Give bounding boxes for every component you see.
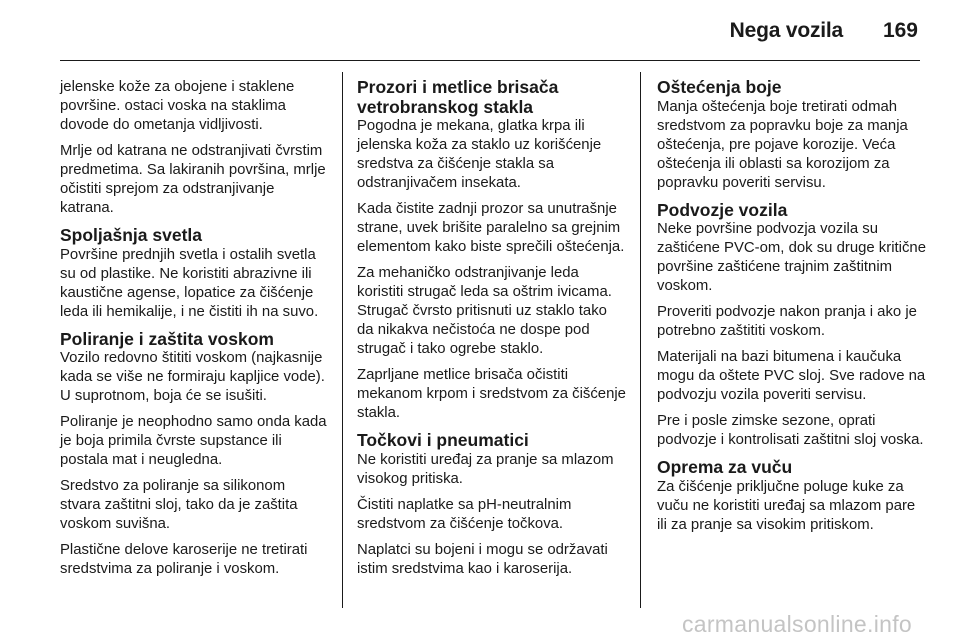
heading-paint-damage: Oštećenja boje [657,77,782,97]
paragraph: Kada čistite zadnji prozor sa unutrašnje strane, uvek brišite paralelno sa grejnim elementom kako biste sprečili oštećenja. [357,201,625,255]
page-header [0,0,960,62]
column-3 [657,78,927,542]
paragraph: Za čišćenje priključne poluge kuke za vuču ne koristiti uređaj sa mlazom pare ili za pranje sa visokim pritiskom. [657,478,916,533]
paragraph: Mrlje od katrana ne odstranjivati čvrstim predmetima. Sa lakiranih površina, mrlje očistiti sprejom za odstranjivanje katrana. [60,143,326,216]
paragraph: Plastične delove karoserije ne tretirati sredstvima za poliranje i voskom. [60,542,308,577]
paragraph: Poliranje je neophodno samo onda kada je boja primila čvrste supstance ili postala mat i neugledna. [60,414,327,468]
watermark: carmanualsonline.info [681,611,912,637]
heading-windows-wipers: Prozori i metlice brisača vetrobranskog stakla [357,77,559,117]
paragraph: Pre i posle zimske sezone, oprati podvozje i kontrolisati zaštitni sloj voska. [657,413,924,448]
paragraph: Vozilo redovno štititi voskom (najkasnije kada se više ne formiraju kapljice vode). U suprotnom, boja će se isušiti. [60,350,325,404]
paragraph: Naplatci su bojeni i mogu se održavati istim sredstvima kao i karoserija. [357,541,608,577]
paragraph: Pogodna je mekana, glatka krpa ili jelenska koža za staklo uz korišćenje sredstva za čišćenje stakla sa odstranjivačem insekata. [357,118,602,191]
paragraph: Čistiti naplatke sa pH-neutralnim sredstvom za čišćenje točkova. [357,496,572,532]
section-title: Nega vozila [729,19,843,42]
paragraph: Neke površine podvozja vozila su zaštićene PVC-om, dok su druge kritične površine zaštićene trajnim zaštitnim voskom. [657,221,926,294]
column-divider [640,72,641,608]
column-1 [60,78,328,586]
paragraph: Zaprljane metlice brisača očistiti mekanom krpom i sredstvom za čišćenje stakla. [357,367,626,421]
heading-polishing-waxing: Poliranje i zaštita voskom [60,328,274,349]
paragraph: Za mehaničko odstranjivanje leda koristiti strugač leda sa oštrim ivicama. Strugač čvrsto pritisnuti uz staklo tako da nikakva nečistoća ne dospe pod strugač i tako ogrebe staklo. [357,265,612,357]
heading-exterior-lights: Spoljašnja svetla [60,225,203,245]
heading-towing-equipment: Oprema za vuču [657,457,793,477]
paragraph: Površine prednjih svetla i ostalih svetla su od plastike. Ne koristiti abrazivne ili kaustične agense, lopatice za čišćenje leda ili hemikalije, i ne čistiti ih na suvo. [60,246,319,320]
page-number: 169 [882,19,918,42]
heading-wheels-tyres: Točkovi i pneumatici [357,430,529,450]
paragraph: Proveriti podvozje nakon pranja i ako je potrebno zaštititi voskom. [657,304,917,339]
paragraph: jelenske kože za obojene i staklene površine. ostaci voska na staklima dovode do ometanja vidljivosti. [60,79,295,133]
header-divider [60,60,920,61]
heading-underbody: Podvozje vozila [657,199,788,220]
paragraph: Manja oštećenja boje tretirati odmah sredstvom za popravku boje za manja oštećenja, pre pojave korozije. Veća oštećenja ili oblasti sa korozijom za popravku poveriti servisu. [657,98,908,191]
paragraph: Ne koristiti uređaj za pranje sa mlazom visokog pritiska. [357,451,614,487]
column-divider [342,72,343,608]
column-2 [357,78,627,586]
paragraph: Sredstvo za poliranje sa silikonom stvara zaštitni sloj, tako da je zaštita voskom suvišna. [60,478,298,532]
paragraph: Materijali na bazi bitumena i kaučuka mogu da oštete PVC sloj. Sve radove na podvozju vozila poveriti servisu. [657,349,926,403]
